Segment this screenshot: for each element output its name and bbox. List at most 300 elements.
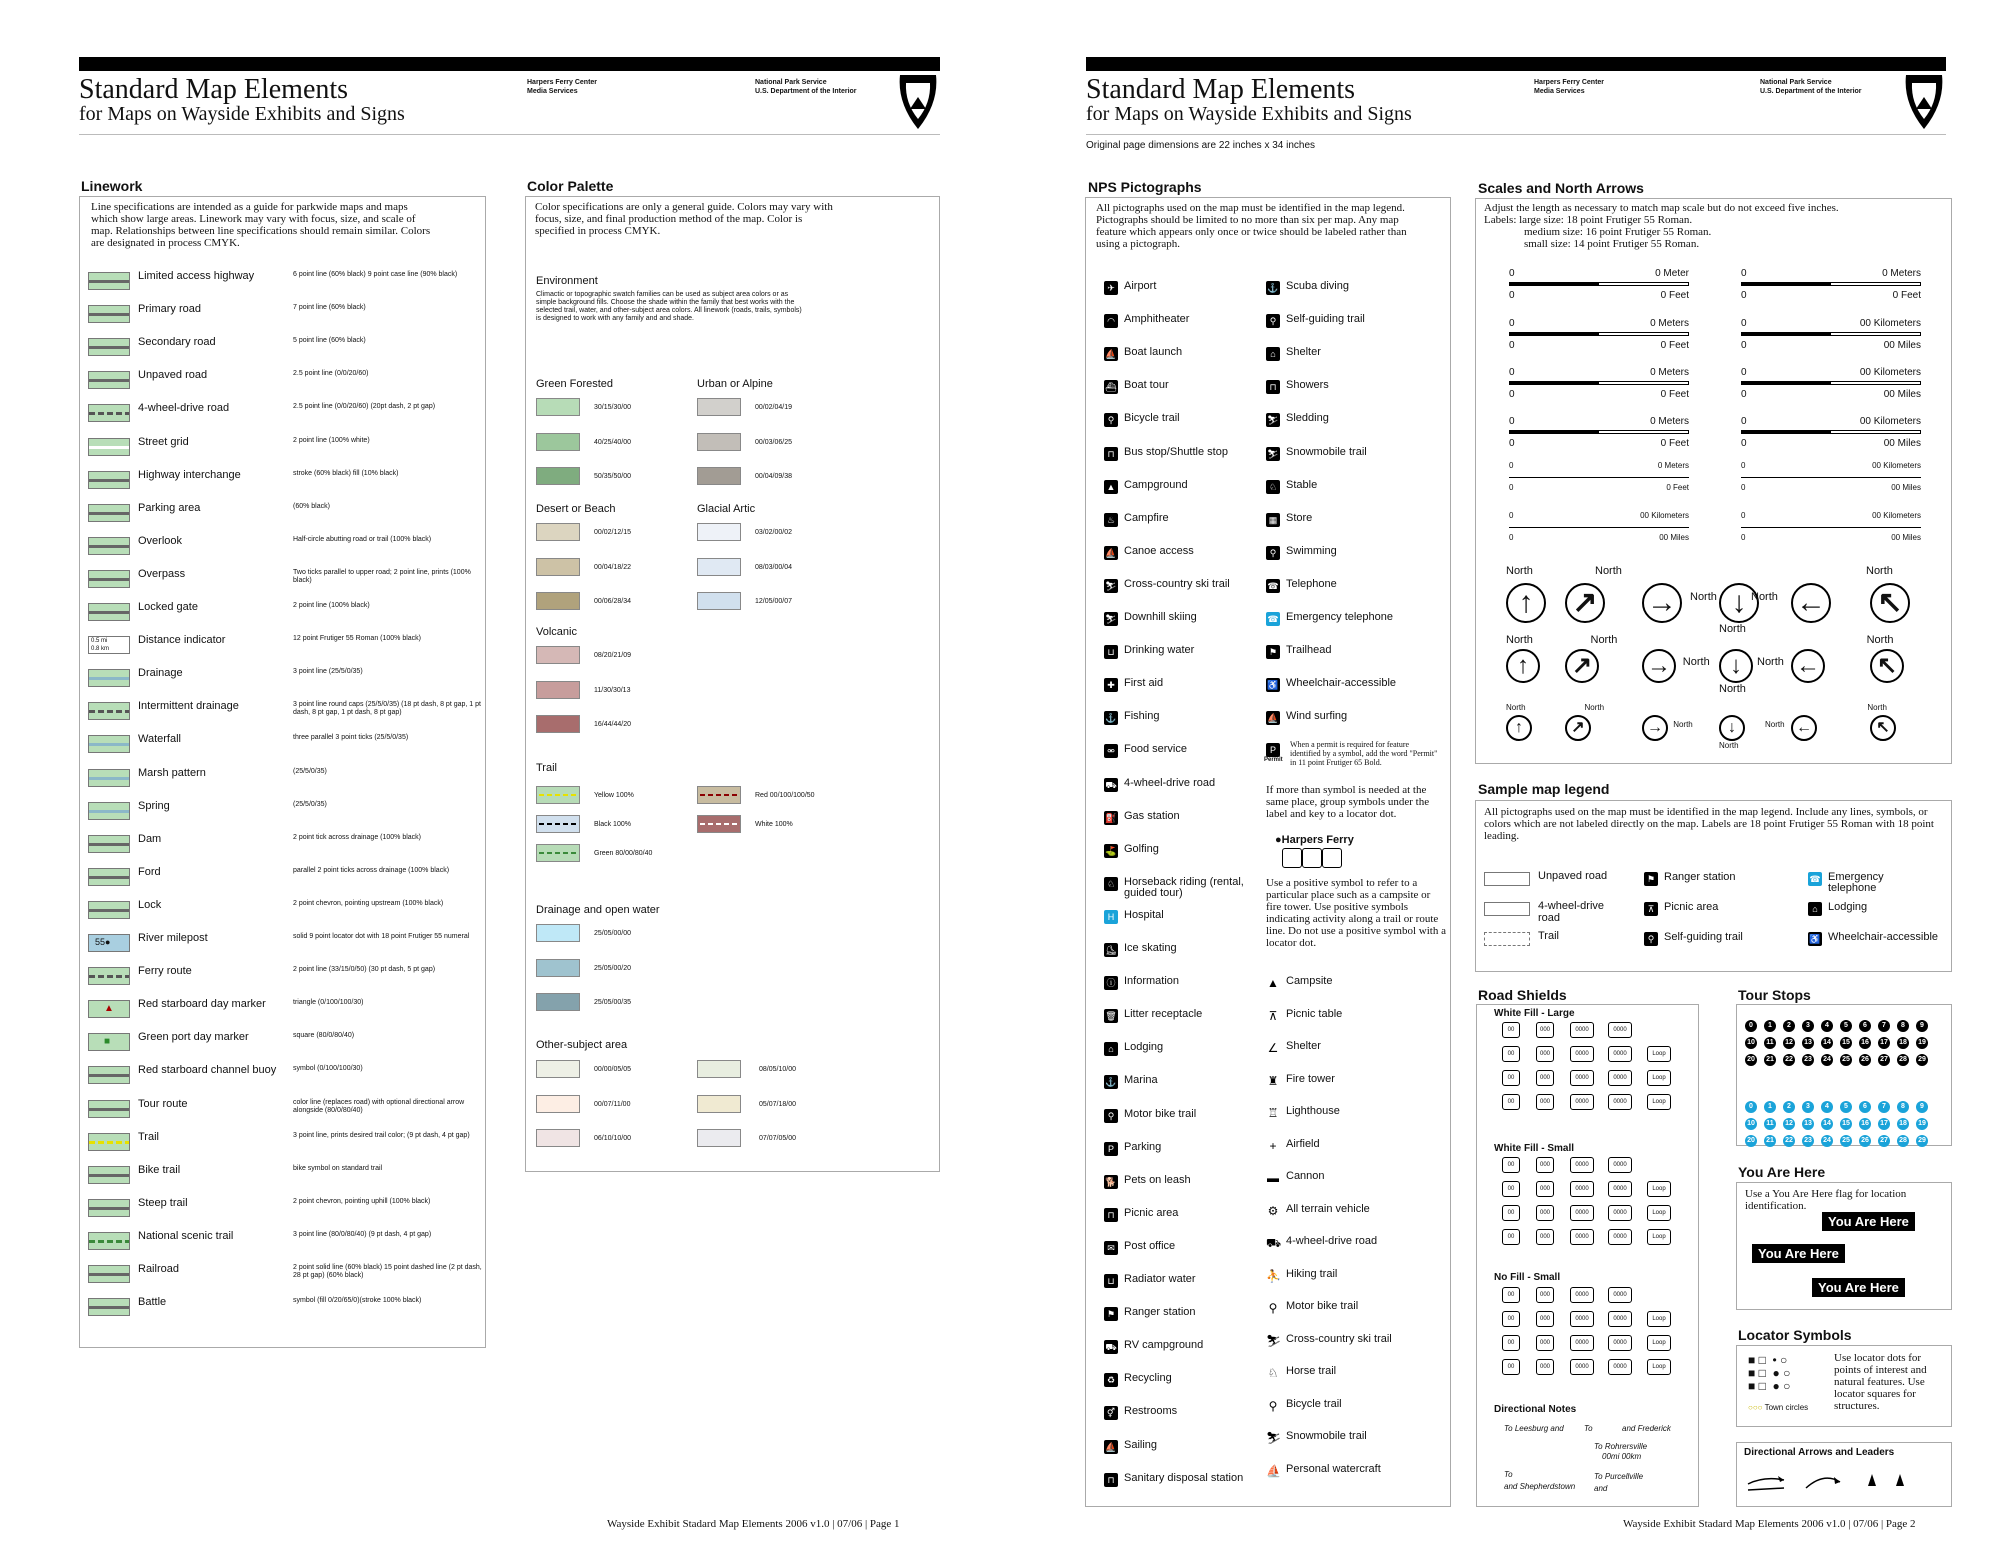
- linework-swatch: [88, 1033, 130, 1051]
- scale-zero-bottom: 0: [1509, 290, 1515, 301]
- linework-label: Green port day marker: [138, 1031, 249, 1044]
- pictograph-item: [1104, 411, 1244, 431]
- positive-label: All terrain vehicle: [1286, 1202, 1370, 1215]
- palette-code: 16/44/44/20: [594, 721, 631, 728]
- pictograph-item: [1104, 776, 1244, 796]
- linework-swatch: [88, 537, 130, 555]
- tour-stop-dot: 26: [1859, 1054, 1871, 1066]
- pictograph-item-2: [1266, 511, 1436, 531]
- linework-swatch: [88, 1298, 130, 1316]
- milepost-numeral: 55●: [95, 937, 111, 947]
- org-nps2-line2: U.S. Department of the Interior: [1760, 88, 1862, 95]
- positive-label: Hiking trail: [1286, 1267, 1338, 1280]
- page-2: [1000, 0, 1999, 1545]
- legend-label: Emergency telephone: [1828, 871, 1884, 894]
- linework-swatch: [88, 1199, 130, 1217]
- legend-intro: All pictographs used on the map must be identified in the map legend. Include any lines, symbols, or colors which are not labeled directly on the map. Labels are 18 point Frutiger 55 Roman with 18 point leading.: [1484, 806, 1934, 842]
- pictograph-icon: ♿: [1267, 680, 1279, 691]
- pictograph-item: [1104, 345, 1244, 365]
- linework-spec: bike symbol on standard trail: [293, 1164, 383, 1172]
- trail-swatch: [536, 815, 580, 833]
- scale-bar-line: [1741, 477, 1921, 478]
- tour-stop-dot: 16: [1859, 1037, 1871, 1049]
- tour-stop-dot: 29: [1916, 1054, 1928, 1066]
- legend-label: Ranger station: [1664, 871, 1736, 883]
- linework-swatch: [88, 504, 130, 522]
- pictograph-item: [1104, 1107, 1244, 1127]
- road-shield: 000: [1536, 1229, 1554, 1245]
- tour-stop-dot: 12: [1783, 1118, 1795, 1130]
- org-hfc2-line1: Harpers Ferry Center: [1534, 79, 1605, 86]
- palette-swatch: [697, 467, 741, 485]
- pictograph-item: [1104, 312, 1244, 332]
- legend-label: Self-guiding trail: [1664, 931, 1743, 943]
- other-code: 08/05/10/00: [759, 1066, 796, 1073]
- linework-swatch: [88, 305, 130, 323]
- linework-spec: 7 point line (60% black): [293, 304, 366, 312]
- linework-label: Overlook: [138, 534, 183, 547]
- pictograph-icon: ⛷: [1267, 415, 1279, 426]
- other-code: 00/07/11/00: [594, 1100, 631, 1108]
- road-shield: 0000: [1570, 1359, 1594, 1375]
- pictograph-icon: 🗑: [1105, 1011, 1117, 1022]
- legend-icon: ☎: [1809, 874, 1821, 884]
- pictograph-item-2: [1266, 478, 1436, 498]
- road-shield: 00: [1502, 1046, 1520, 1062]
- pictograph-icon: ⛵: [1105, 349, 1117, 360]
- page-subtitle: for Maps on Wayside Exhibits and Signs: [79, 103, 405, 125]
- linework-spec: (25/5/0/35): [293, 767, 327, 775]
- pictograph-item: [1104, 1073, 1244, 1093]
- north-arrow-icon: ↗: [1565, 649, 1599, 683]
- scale-zero: 0: [1509, 367, 1515, 378]
- north-arrow-icon: ↗: [1565, 583, 1605, 623]
- tour-stop-dot: 5: [1840, 1020, 1852, 1032]
- positive-item: [1266, 1007, 1436, 1027]
- scale-bottom-label: 0 Feet: [1660, 438, 1689, 449]
- yah-intro: Use a You Are Here flag for location identification.: [1745, 1188, 1907, 1212]
- tour-stop-dot: 6: [1859, 1020, 1871, 1032]
- scale-top-label: 0 Meters: [1657, 461, 1689, 470]
- legend-line-label: Trail: [1538, 930, 1559, 942]
- linework-spec: 2 point tick across drainage (100% black): [293, 833, 422, 841]
- org-hfc-line2: Media Services: [527, 88, 578, 95]
- linework-line: [89, 280, 129, 283]
- scale-bar-fill: [1741, 430, 1921, 434]
- positive-label: Fire tower: [1286, 1072, 1335, 1085]
- north-label: North: [1867, 703, 1887, 713]
- north-arrow-icon: ←: [1791, 649, 1825, 683]
- positive-icon: ▬: [1267, 1171, 1279, 1185]
- road-shield: 0000: [1608, 1094, 1632, 1110]
- tour-stop-dot: 2: [1783, 1101, 1795, 1113]
- pictograph-item: [1104, 809, 1244, 829]
- road-shield: 0000: [1608, 1181, 1632, 1197]
- palette-swatch: [697, 523, 741, 541]
- pictograph-label: Golfing: [1124, 842, 1159, 855]
- palette-code: 00/02/04/19: [755, 404, 792, 411]
- linework-spec: 2 point chevron, pointing uphill (100% black): [293, 1197, 431, 1205]
- road-shield: 00: [1502, 1157, 1520, 1173]
- linework-line: [89, 479, 129, 482]
- legend-icon: ⌂: [1808, 902, 1822, 916]
- road-shield: 000: [1536, 1287, 1554, 1303]
- linework-swatch: [88, 404, 130, 422]
- directional-arrows-icon: [1744, 1462, 1944, 1498]
- road-shield: 0000: [1570, 1157, 1594, 1173]
- scale-top-label: 00 Kilometers: [1640, 511, 1689, 520]
- scale-zero-bottom: 0: [1741, 389, 1747, 400]
- linework-row: [88, 501, 488, 527]
- page-title-2: Standard Map Elements: [1086, 74, 1356, 105]
- scale-top-label: 00 Kilometers: [1872, 511, 1921, 520]
- linework-label: Intermittent drainage: [138, 700, 239, 713]
- linework-label: Lock: [138, 898, 162, 911]
- palette-code: 50/35/50/00: [594, 473, 631, 480]
- linework-row: [88, 898, 488, 924]
- pictograph-label: Gas station: [1124, 809, 1180, 822]
- header-rule: [79, 134, 940, 135]
- linework-spec: 2 point chevron, pointing upstream (100% black): [293, 899, 444, 907]
- pictograph-icon: ⚑: [1266, 645, 1280, 659]
- palette-group-title: Drainage and open water: [536, 904, 660, 916]
- tour-stop-dot: 18: [1897, 1118, 1909, 1130]
- linework-line: [89, 611, 129, 614]
- linework-label: Railroad: [138, 1263, 179, 1275]
- scale-bottom-label: 0 Feet: [1660, 340, 1689, 351]
- locator-note: Use locator dots for points of interest and natural features. Use locator squares for structures.: [1834, 1352, 1927, 1412]
- palette-code: 25/05/00/20: [594, 964, 631, 972]
- trail-code: White 100%: [755, 821, 793, 828]
- tour-stop-dot: 11: [1764, 1118, 1776, 1130]
- scale-top-label: 00 Kilometers: [1859, 416, 1921, 427]
- scale-bar: [1741, 511, 1921, 547]
- pictograph-item-2: [1266, 378, 1436, 398]
- pictographs-intro: All pictographs used on the map must be identified in the map legend. Pictographs should be limited to no more than six per map. Any map feature which appears only once or twice should be labeled rather than using a pictograph.: [1096, 202, 1407, 250]
- scale-bar-fill: [1509, 430, 1689, 434]
- linework-spec: 3 point line round caps (25/5/0/35) (18 pt dash, 8 pt gap, 1 pt dash, 8 pt gap, 1 pt dash, 8 pt gap): [293, 701, 481, 717]
- linework-spec: 5 point line (60% black): [293, 337, 366, 345]
- pictograph-item: [1104, 1007, 1244, 1027]
- positive-item: [1266, 1039, 1436, 1059]
- linework-label: River milepost: [138, 932, 208, 944]
- legend-right-item: [1808, 870, 1948, 894]
- pictograph-label: Airport: [1124, 280, 1157, 292]
- scale-zero-bottom: 0: [1741, 290, 1747, 301]
- pictograph-item: [1104, 1471, 1244, 1491]
- pictograph-item: [1104, 1173, 1244, 1193]
- dir-note-3: and Frederick: [1622, 1424, 1671, 1433]
- linework-swatch: [88, 769, 130, 787]
- linework-label: Ferry route: [138, 965, 192, 978]
- road-shield: 000: [1536, 1157, 1554, 1173]
- pictograph-item: [1104, 544, 1244, 564]
- trail-code: Red 00/100/100/50: [755, 792, 815, 799]
- road-shield: 0000: [1608, 1157, 1632, 1173]
- linework-line: [89, 512, 129, 515]
- pictograph-icon: ⌂: [1104, 1042, 1118, 1056]
- north-label: North: [1506, 565, 1533, 577]
- linework-line: [89, 313, 129, 316]
- north-label: North: [1682, 655, 1710, 668]
- linework-spec: 3 point line (80/0/80/40) (9 pt dash, 4 pt gap): [293, 1230, 432, 1238]
- linework-spec: 2 point line (100% black): [293, 602, 370, 609]
- road-shield: 000: [1536, 1311, 1554, 1327]
- pictograph-item: [1104, 742, 1244, 762]
- palette-code: 25/05/00/00: [594, 930, 631, 937]
- scale-bar-fill: [1741, 282, 1921, 286]
- positive-icon: ♘: [1267, 1366, 1279, 1380]
- palette-swatch: [536, 433, 580, 451]
- pictograph-label: Information: [1124, 975, 1180, 988]
- legend-icon: ♿: [1809, 934, 1821, 944]
- pictograph-label: Motor bike trail: [1124, 1107, 1197, 1120]
- palette-title: Color Palette: [527, 178, 614, 194]
- pictograph-label: First aid: [1124, 677, 1164, 690]
- other-code: 06/10/10/00: [594, 1135, 631, 1142]
- scale-bottom-label: 00 Miles: [1659, 533, 1689, 542]
- positive-item: [1266, 1169, 1436, 1189]
- linework-line: [89, 1108, 129, 1111]
- road-shield: Loop: [1647, 1359, 1671, 1375]
- org-hfc-line1: Harpers Ferry Center: [527, 79, 598, 86]
- pictograph-item-2: [1266, 577, 1436, 597]
- linework-row: [88, 699, 488, 725]
- scale-bar: [1509, 511, 1689, 547]
- tour-stop-dot: 1: [1764, 1020, 1776, 1032]
- pictograph-label: Ranger station: [1124, 1306, 1196, 1319]
- shields-title: Road Shields: [1478, 987, 1567, 1003]
- org-nps-line2: U.S. Department of the Interior: [755, 88, 857, 95]
- positive-label: Picnic table: [1286, 1007, 1343, 1020]
- other-swatch: [697, 1095, 741, 1113]
- harpers-ferry-label: ●Harpers Ferry: [1275, 834, 1354, 846]
- linework-row: [88, 766, 488, 792]
- pictograph-icon: ⊓: [1104, 1208, 1118, 1222]
- pictograph-label: Boat launch: [1124, 346, 1183, 359]
- road-shield: 00: [1502, 1094, 1520, 1110]
- scales-intro: Adjust the length as necessary to match map scale but do not exceed five inches.: [1484, 202, 1839, 214]
- directional-notes: [1504, 1424, 1684, 1494]
- linework-spec: 6 point line (60% black) 9 point case line (90% black): [293, 271, 458, 278]
- linework-label: Unpaved road: [138, 369, 208, 382]
- linework-label: Trail: [138, 1130, 159, 1143]
- town-circles: ○○○ Town circles: [1748, 1403, 1809, 1412]
- pictograph-item: [1104, 378, 1244, 398]
- linework-label: Limited access highway: [138, 270, 255, 282]
- north-label: North: [1506, 703, 1526, 713]
- locator-glyphs: ■ □ • ○ ■ □ ● ○ ■ □ ● ○: [1748, 1353, 1791, 1393]
- palette-swatch: [536, 646, 580, 664]
- legend-label: Wheelchair-accessible: [1828, 931, 1939, 943]
- positive-icon: ⚙: [1267, 1203, 1279, 1218]
- trail-code: Yellow 100%: [594, 792, 634, 799]
- scale-bar: [1741, 318, 1921, 354]
- pictograph-icon: ⛟: [1105, 779, 1117, 790]
- linework-row: [88, 534, 488, 560]
- tour-stop-dot: 29: [1916, 1135, 1928, 1147]
- pictograph-item: [1104, 643, 1244, 663]
- linework-swatch: [88, 901, 130, 919]
- pictograph-item: [1104, 1305, 1244, 1325]
- linework-label: Steep trail: [138, 1196, 188, 1209]
- linework-swatch: [88, 735, 130, 753]
- linework-spec: (60% black): [293, 502, 330, 510]
- dir-note-8: To Purcellville: [1594, 1472, 1644, 1481]
- linework-row: [88, 1262, 488, 1288]
- linework-spec: 2 point line (33/15/0/50) (30 pt dash, 5 pt gap): [293, 966, 436, 974]
- trail-swatch: [536, 844, 580, 862]
- tour-stop-dot: 8: [1897, 1101, 1909, 1113]
- road-shield: 0000: [1570, 1335, 1594, 1351]
- positive-icon: ⛵: [1266, 1463, 1281, 1478]
- pictograph-item: [1104, 1404, 1244, 1424]
- dir-note-9: and: [1594, 1484, 1608, 1493]
- linework-spec: triangle (0/100/100/30): [293, 999, 364, 1007]
- positive-item: [1266, 1332, 1436, 1352]
- road-shield: 00: [1502, 1335, 1520, 1351]
- scale-zero: 0: [1509, 511, 1514, 520]
- scale-bottom-label: 00 Miles: [1891, 533, 1921, 542]
- north-arrow-icon: ↗: [1565, 715, 1591, 741]
- palette-swatch: [536, 592, 580, 610]
- positive-label: Cannon: [1286, 1170, 1325, 1182]
- linework-line: [89, 412, 129, 415]
- yah-flag-3: You Are Here: [1812, 1278, 1905, 1297]
- scale-zero: 0: [1741, 367, 1747, 378]
- positive-item: [1266, 1364, 1436, 1384]
- road-shield: 000: [1536, 1046, 1554, 1062]
- palette-group-title: Volcanic: [536, 626, 577, 638]
- linework-spec: square (80/0/80/40): [293, 1032, 355, 1040]
- road-shield: 0000: [1570, 1229, 1594, 1245]
- tour-stop-dot: 20: [1745, 1135, 1757, 1147]
- road-shield: 00: [1502, 1181, 1520, 1197]
- red-marker-icon: ▲: [104, 1003, 114, 1015]
- scale-bar-line: [1509, 477, 1689, 478]
- scale-bottom-label: 0 Feet: [1892, 290, 1921, 301]
- linework-row: [88, 1196, 488, 1222]
- tour-stop-dot: 24: [1821, 1135, 1833, 1147]
- pictograph-icon: ♻: [1104, 1373, 1118, 1387]
- north-arrow-icon: ↑: [1506, 715, 1532, 741]
- linework-line: [89, 1306, 129, 1309]
- pictograph-label: Trailhead: [1286, 644, 1332, 657]
- linework-swatch: [88, 1000, 130, 1018]
- scale-bottom-label: 0 Feet: [1660, 389, 1689, 400]
- permit-note: When a permit is required for feature identified by a symbol, add the word "Permit" in 11 point Frutiger 65 Bold.: [1290, 740, 1438, 767]
- dimensions-note: Original page dimensions are 22 inches x 34 inches: [1086, 140, 1316, 151]
- pictograph-label: Swimming: [1286, 544, 1337, 557]
- pictograph-icon: ✚: [1104, 678, 1118, 692]
- yah-flag-1: You Are Here: [1822, 1212, 1915, 1231]
- tour-stop-dot: 19: [1916, 1118, 1928, 1130]
- scale-zero: 0: [1509, 461, 1514, 470]
- palette-swatch: [697, 592, 741, 610]
- legend-mid-item: [1644, 900, 1774, 920]
- scale-zero-bottom: 0: [1741, 340, 1747, 351]
- pictograph-label: Store: [1286, 511, 1313, 524]
- org-hfc-2: [1534, 78, 1684, 96]
- linework-row: [88, 1229, 488, 1255]
- linework-row: [88, 832, 488, 858]
- directional-notes-title: Directional Notes: [1494, 1404, 1577, 1415]
- scale-zero-bottom: 0: [1509, 438, 1515, 449]
- linework-line: [89, 876, 129, 879]
- linework-swatch: [88, 371, 130, 389]
- linework-line: [89, 777, 129, 780]
- tour-stop-dot: 27: [1878, 1135, 1890, 1147]
- trail-dash: [539, 794, 577, 796]
- linework-line: [89, 677, 129, 680]
- pictograph-label: Campground: [1124, 478, 1188, 491]
- palette-swatch: [536, 924, 580, 942]
- tour-stop-dot: 4: [1821, 1020, 1833, 1032]
- scale-bar: [1509, 416, 1689, 452]
- north-arrow-icon: →: [1642, 649, 1676, 683]
- north-label: North: [1751, 591, 1778, 603]
- tour-stop-dot: 5: [1840, 1101, 1852, 1113]
- linework-spec: 12 point Frutiger 55 Roman (100% black): [293, 635, 422, 643]
- linework-row: [88, 567, 488, 593]
- north-arrow-icon: ↖: [1870, 649, 1904, 683]
- header-rule-2: [1086, 134, 1946, 135]
- pictograph-item-2: [1266, 676, 1436, 696]
- pictograph-label: Cross-country ski trail: [1124, 577, 1230, 590]
- pictograph-item: [1104, 511, 1244, 531]
- pictograph-label: Self-guiding trail: [1286, 313, 1365, 326]
- road-shield: Loop: [1647, 1335, 1671, 1351]
- pictograph-item: [1104, 1272, 1244, 1292]
- tour-stop-dot: 8: [1897, 1020, 1909, 1032]
- linework-row: [88, 435, 488, 461]
- linework-swatch: [88, 934, 130, 952]
- pictograph-icon: ♘: [1266, 480, 1280, 494]
- other-swatch: [536, 1060, 580, 1078]
- road-shield: 00: [1502, 1070, 1520, 1086]
- distance-indicator-text: 0.5 mi 0.8 km: [91, 638, 110, 653]
- road-shield: 000: [1536, 1359, 1554, 1375]
- scale-zero: 0: [1741, 318, 1747, 329]
- linework-row: [88, 1295, 488, 1321]
- pictograph-icon: ⚲: [1266, 314, 1280, 328]
- tour-stop-dot: 7: [1878, 1101, 1890, 1113]
- scale-top-label: 00 Kilometers: [1872, 461, 1921, 470]
- org-nps2-line1: National Park Service: [1760, 79, 1832, 86]
- tour-stop-dot: 10: [1745, 1037, 1757, 1049]
- pictograph-label: Food service: [1124, 743, 1187, 756]
- positive-label: Snowmobile trail: [1286, 1430, 1367, 1442]
- linework-line: [89, 346, 129, 349]
- palette-group-title: Green Forested: [536, 378, 614, 390]
- road-shield: 0000: [1608, 1046, 1632, 1062]
- linework-label: Battle: [138, 1296, 167, 1309]
- pictograph-item-2: [1266, 709, 1436, 729]
- tour-stop-dot: 15: [1840, 1037, 1852, 1049]
- linework-line: [89, 743, 129, 746]
- linework-swatch: [88, 1232, 130, 1250]
- linework-label: Red starboard channel buoy: [138, 1064, 277, 1077]
- road-shield: 0000: [1608, 1229, 1632, 1245]
- palette-swatch: [536, 715, 580, 733]
- yah-flag-2: You Are Here: [1752, 1244, 1845, 1263]
- palette-swatch: [536, 558, 580, 576]
- north-label: North: [1673, 720, 1693, 730]
- dir-note-6: To: [1504, 1470, 1513, 1479]
- road-shield: Loop: [1647, 1046, 1671, 1062]
- pictograph-label: Sledding: [1286, 412, 1329, 425]
- linework-line: [89, 1240, 129, 1243]
